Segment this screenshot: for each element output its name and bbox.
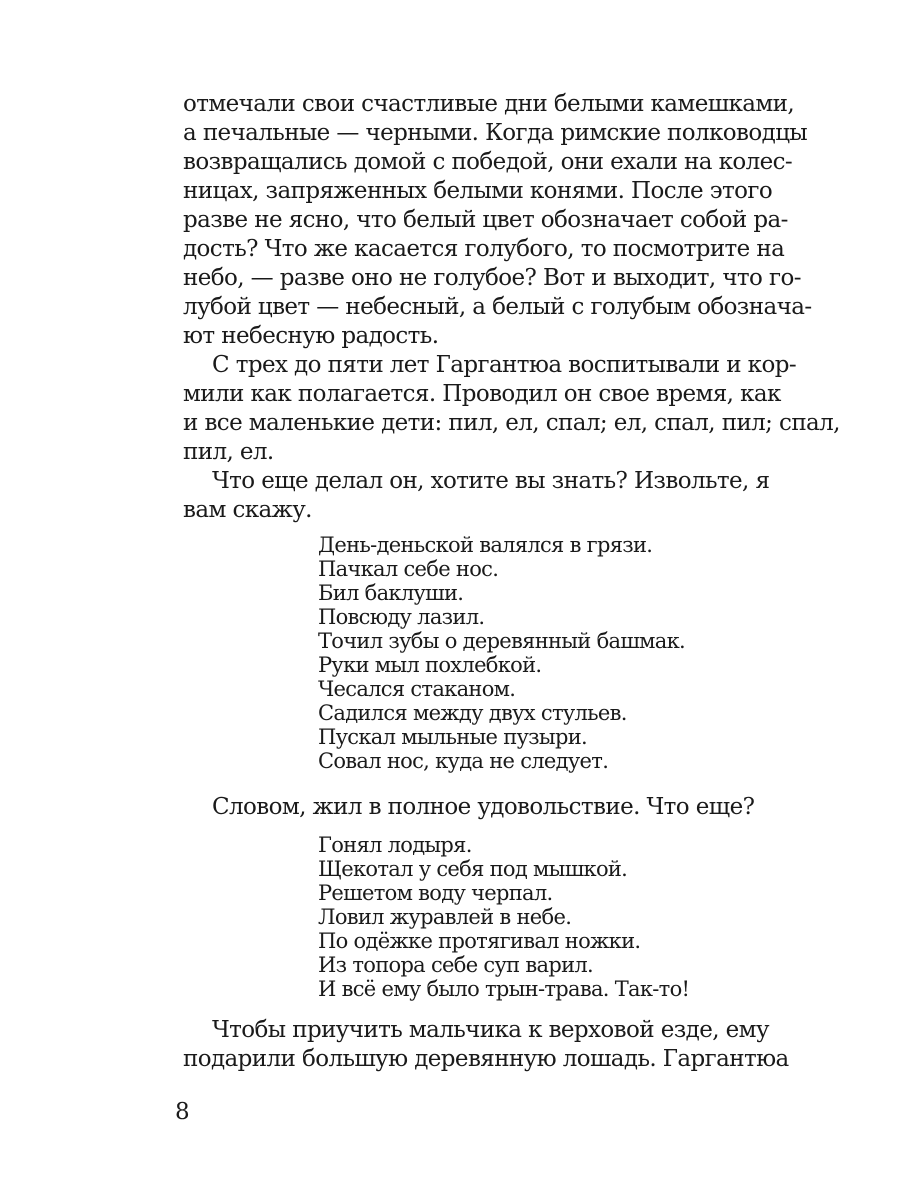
paragraph-line: мили как полагается. Проводил он свое время, как [183, 381, 781, 407]
verse-line: И всё ему было трын-трава. Так-то! [318, 977, 690, 1001]
paragraph-line: небо, — разве оно не голубое? Вот и выходит, что го- [183, 265, 801, 291]
paragraph-line: возвращались домой с победой, они ехали на колес- [183, 149, 793, 175]
verse-line: Пускал мыльные пузыри. [318, 725, 587, 749]
verse-line: Из топора себе суп варил. [318, 953, 594, 977]
verse-line: Ловил журавлей в небе. [318, 905, 572, 929]
verse-line: Бил баклуши. [318, 581, 464, 605]
paragraph-line: С трех до пяти лет Гаргантюа воспитывали и кор- [212, 352, 796, 378]
verse-line: Точил зубы о деревянный башмак. [318, 629, 686, 653]
paragraph-line: и все маленькие дети: пил, ел, спал; ел, спал, пил; спал, [183, 410, 840, 436]
paragraph-line: подарили большую деревянную лошадь. Гаргантюа [183, 1046, 789, 1072]
page-number: 8 [175, 1099, 190, 1125]
verse-line: Руки мыл похлебкой. [318, 653, 542, 677]
verse-line: Повсюду лазил. [318, 605, 485, 629]
paragraph-line: ют небесную радость. [183, 323, 439, 349]
verse-line: Щекотал у себя под мышкой. [318, 857, 628, 881]
paragraph-line: разве не ясно, что белый цвет обозначает собой ра- [183, 207, 788, 233]
paragraph-line: пил, ел. [183, 439, 274, 465]
paragraph-line: Чтобы приучить мальчика к верховой езде, ему [212, 1017, 769, 1043]
paragraph-line: лубой цвет — небесный, а белый с голубым обознача- [183, 294, 812, 320]
paragraph-line: вам скажу. [183, 497, 312, 523]
verse-line: Совал нос, куда не следует. [318, 749, 609, 773]
verse-line: По одёжке протягивал ножки. [318, 929, 641, 953]
verse-line: Пачкал себе нос. [318, 557, 499, 581]
paragraph-line: Словом, жил в полное удовольствие. Что еще? [212, 794, 755, 820]
paragraph-line: ницах, запряженных белыми конями. После этого [183, 178, 773, 204]
verse-line: День-деньской валялся в грязи. [318, 533, 653, 557]
verse-line: Гонял лодыря. [318, 833, 472, 857]
paragraph-line: Что еще делал он, хотите вы знать? Извольте, я [212, 468, 770, 494]
verse-line: Чесался стаканом. [318, 677, 516, 701]
paragraph-line: отмечали свои счастливые дни белыми камешками, [183, 91, 795, 117]
paragraph-line: а печальные — черными. Когда римские полководцы [183, 120, 808, 146]
verse-line: Садился между двух стульев. [318, 701, 627, 725]
verse-line: Решетом воду черпал. [318, 881, 553, 905]
paragraph-line: дость? Что же касается голубого, то посмотрите на [183, 236, 785, 262]
